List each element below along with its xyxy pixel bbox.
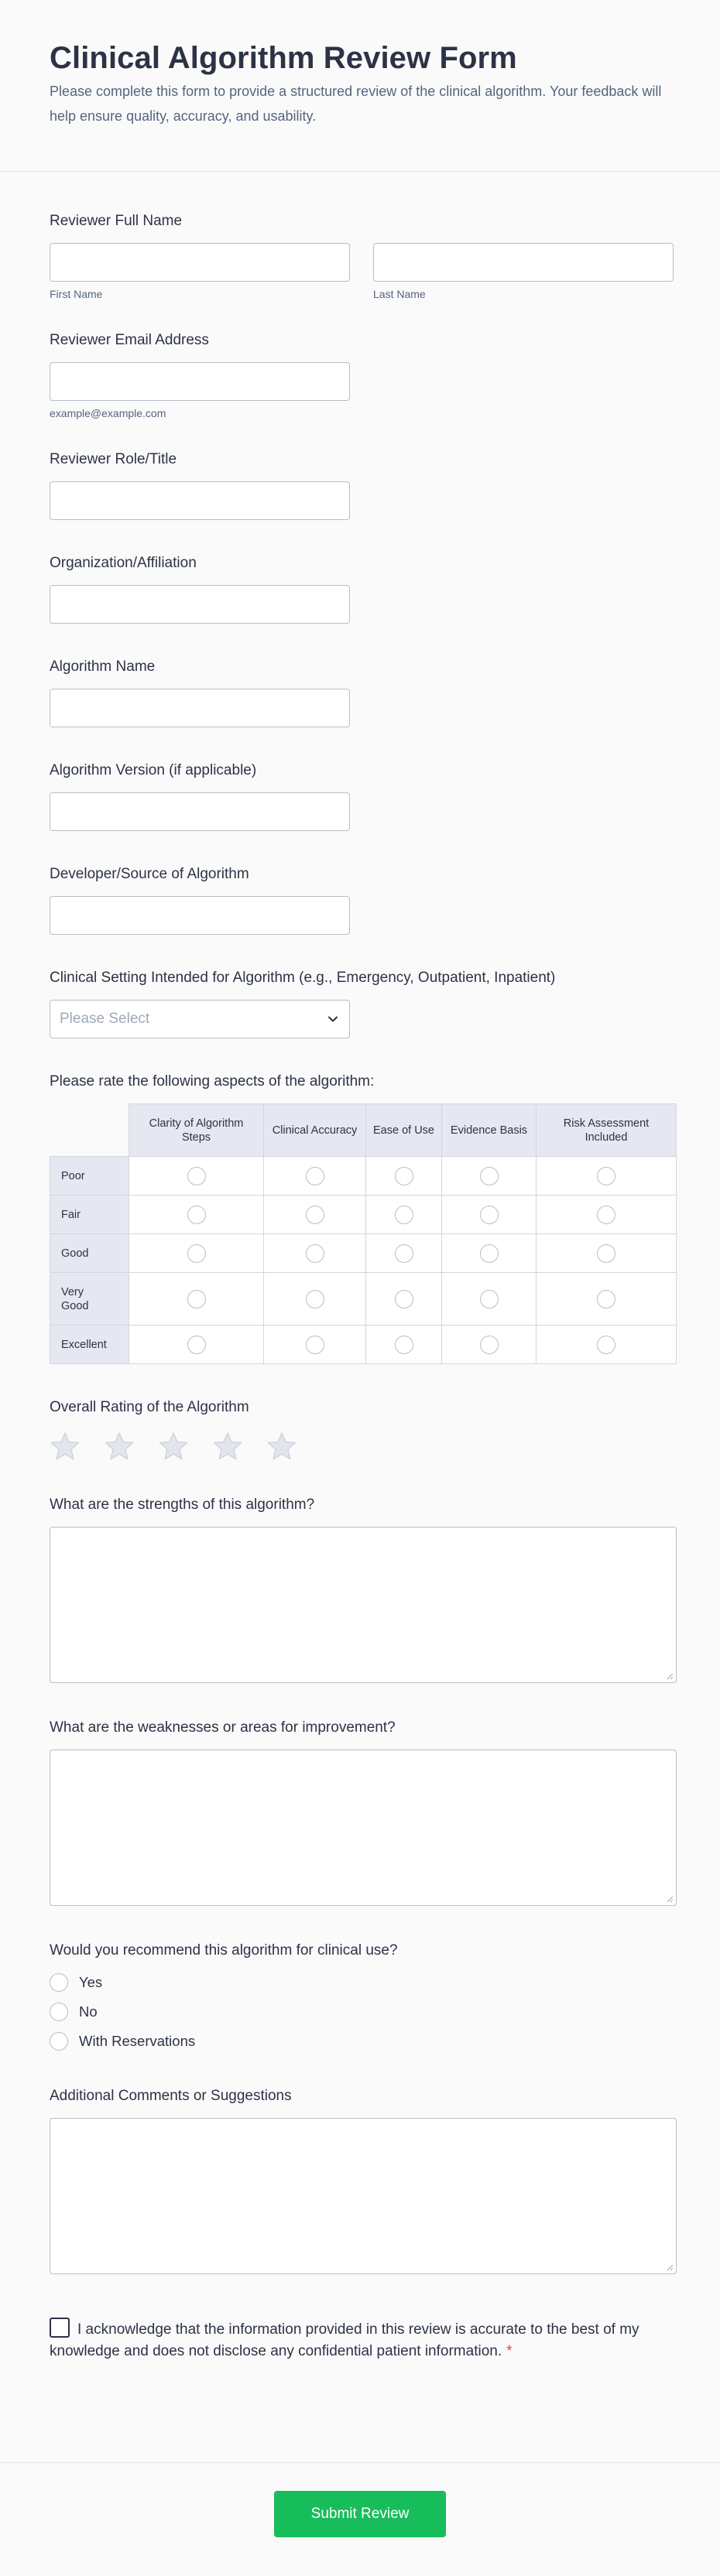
star-icon[interactable] xyxy=(50,1431,81,1462)
matrix-radio[interactable] xyxy=(187,1244,206,1263)
form-description: Please complete this form to provide a structured review of the clinical algorithm. Your feedback will help ensure quality, accuracy, and usability. xyxy=(50,84,662,124)
matrix-radio[interactable] xyxy=(306,1206,324,1224)
first-name-input[interactable] xyxy=(50,243,350,282)
matrix-radio[interactable] xyxy=(306,1290,324,1309)
overall-rating-label: Overall Rating of the Algorithm xyxy=(50,1399,249,1415)
radio-button[interactable] xyxy=(50,2003,68,2021)
matrix-radio[interactable] xyxy=(395,1206,413,1224)
organization-input[interactable] xyxy=(50,585,350,624)
radio-button[interactable] xyxy=(50,1973,68,1992)
algorithm-version-label: Algorithm Version (if applicable) xyxy=(50,762,257,778)
first-name-sublabel: First Name xyxy=(50,288,103,300)
matrix-row xyxy=(50,1157,677,1196)
star-rating xyxy=(50,1431,677,1462)
matrix-row-label: Poor xyxy=(50,1157,129,1196)
matrix-radio[interactable] xyxy=(597,1244,615,1263)
matrix-col-header: Clarity of Algorithm Steps xyxy=(129,1104,264,1157)
strengths-field xyxy=(50,1496,677,1683)
matrix-row-label: Good xyxy=(50,1234,129,1273)
star-icon[interactable] xyxy=(158,1431,189,1462)
overall-rating-field xyxy=(50,1398,677,1462)
resize-grip-icon[interactable] xyxy=(666,1672,674,1680)
algorithm-version-field xyxy=(50,761,677,831)
strengths-textarea[interactable] xyxy=(50,1527,677,1683)
matrix-row-label: Fair xyxy=(50,1196,129,1234)
matrix-radio[interactable] xyxy=(597,1167,615,1185)
chevron-down-icon xyxy=(326,1012,340,1026)
rating-matrix xyxy=(50,1103,677,1364)
recommend-option-reservations[interactable] xyxy=(50,2027,677,2056)
matrix-radio[interactable] xyxy=(480,1167,499,1185)
page-title: Clinical Algorithm Review Form xyxy=(50,41,517,75)
role-field xyxy=(50,450,677,520)
star-icon[interactable] xyxy=(212,1431,243,1462)
weaknesses-field xyxy=(50,1719,677,1906)
setting-select-value: Please Select xyxy=(60,1011,150,1027)
acknowledge-text: I acknowledge that the information provided in this review is accurate to the best of my knowledge and does not disclose any confidential patient information. xyxy=(50,2321,639,2359)
matrix-radio[interactable] xyxy=(597,1336,615,1354)
acknowledge-field xyxy=(50,2318,677,2362)
matrix-radio[interactable] xyxy=(187,1290,206,1309)
recommend-label: Would you recommend this algorithm for clinical use? xyxy=(50,1942,398,1959)
matrix-radio[interactable] xyxy=(395,1167,413,1185)
recommend-field xyxy=(50,1941,677,2056)
email-label: Reviewer Email Address xyxy=(50,332,209,348)
matrix-radio[interactable] xyxy=(306,1244,324,1263)
developer-label: Developer/Source of Algorithm xyxy=(50,866,249,882)
form-body xyxy=(0,212,720,2362)
resize-grip-icon[interactable] xyxy=(666,1895,674,1903)
matrix-row xyxy=(50,1273,677,1326)
matrix-row-label: Excellent xyxy=(50,1326,129,1364)
strengths-label: What are the strengths of this algorithm? xyxy=(50,1497,315,1513)
matrix-radio[interactable] xyxy=(306,1336,324,1354)
setting-label: Clinical Setting Intended for Algorithm (e.g., Emergency, Outpatient, Inpatient) xyxy=(50,970,556,986)
acknowledge-checkbox-row[interactable] xyxy=(50,2318,677,2362)
email-input[interactable] xyxy=(50,362,350,401)
last-name-input[interactable] xyxy=(373,243,674,282)
matrix-radio[interactable] xyxy=(395,1336,413,1354)
option-label: Yes xyxy=(79,1974,103,1990)
matrix-radio[interactable] xyxy=(480,1244,499,1263)
role-label: Reviewer Role/Title xyxy=(50,451,177,467)
algorithm-name-label: Algorithm Name xyxy=(50,659,156,675)
matrix-row xyxy=(50,1196,677,1234)
matrix-row xyxy=(50,1234,677,1273)
comments-textarea[interactable] xyxy=(50,2118,677,2274)
matrix-row-label: Very Good xyxy=(50,1273,129,1326)
option-label: No xyxy=(79,2003,98,2020)
email-field xyxy=(50,331,677,419)
required-mark: * xyxy=(506,2343,513,2359)
developer-field xyxy=(50,865,677,935)
acknowledge-checkbox[interactable] xyxy=(50,2318,70,2338)
option-label: With Reservations xyxy=(79,2033,196,2049)
developer-input[interactable] xyxy=(50,896,350,935)
full-name-field xyxy=(50,212,677,300)
matrix-radio[interactable] xyxy=(187,1206,206,1224)
matrix-corner xyxy=(50,1104,129,1157)
matrix-radio[interactable] xyxy=(597,1206,615,1224)
matrix-radio[interactable] xyxy=(187,1336,206,1354)
full-name-label: Reviewer Full Name xyxy=(50,213,183,229)
matrix-radio[interactable] xyxy=(597,1290,615,1309)
matrix-radio[interactable] xyxy=(395,1244,413,1263)
matrix-radio[interactable] xyxy=(306,1167,324,1185)
organization-label: Organization/Affiliation xyxy=(50,555,197,571)
recommend-option-no[interactable] xyxy=(50,1997,677,2027)
role-input[interactable] xyxy=(50,481,350,520)
matrix-radio[interactable] xyxy=(395,1290,413,1309)
setting-select[interactable] xyxy=(50,1000,350,1038)
weaknesses-label: What are the weaknesses or areas for improvement? xyxy=(50,1719,396,1736)
setting-field xyxy=(50,969,677,1038)
radio-button[interactable] xyxy=(50,2032,68,2051)
matrix-col-header: Evidence Basis xyxy=(442,1104,537,1157)
submit-button[interactable]: Submit Review xyxy=(274,2491,446,2537)
comments-field xyxy=(50,2087,677,2274)
star-icon[interactable] xyxy=(266,1431,297,1462)
email-sublabel: example@example.com xyxy=(50,407,166,419)
matrix-col-header: Risk Assessment Included xyxy=(537,1104,677,1157)
last-name-sublabel: Last Name xyxy=(373,288,426,300)
recommend-option-yes[interactable] xyxy=(50,1968,677,1997)
matrix-radio[interactable] xyxy=(187,1167,206,1185)
star-icon[interactable] xyxy=(104,1431,135,1462)
weaknesses-textarea[interactable] xyxy=(50,1750,677,1906)
rating-matrix-label: Please rate the following aspects of the algorithm: xyxy=(50,1073,375,1090)
comments-label: Additional Comments or Suggestions xyxy=(50,2088,292,2104)
organization-field xyxy=(50,554,677,624)
form-footer xyxy=(0,2462,720,2576)
matrix-row xyxy=(50,1326,677,1364)
algorithm-version-input[interactable] xyxy=(50,792,350,831)
rating-matrix-field xyxy=(50,1072,677,1364)
matrix-col-header: Clinical Accuracy xyxy=(264,1104,366,1157)
matrix-radio[interactable] xyxy=(480,1336,499,1354)
algorithm-name-field xyxy=(50,658,677,727)
matrix-col-header: Ease of Use xyxy=(366,1104,442,1157)
algorithm-name-input[interactable] xyxy=(50,689,350,727)
matrix-radio[interactable] xyxy=(480,1206,499,1224)
resize-grip-icon[interactable] xyxy=(666,2263,674,2271)
matrix-radio[interactable] xyxy=(480,1290,499,1309)
form-header xyxy=(0,0,720,172)
